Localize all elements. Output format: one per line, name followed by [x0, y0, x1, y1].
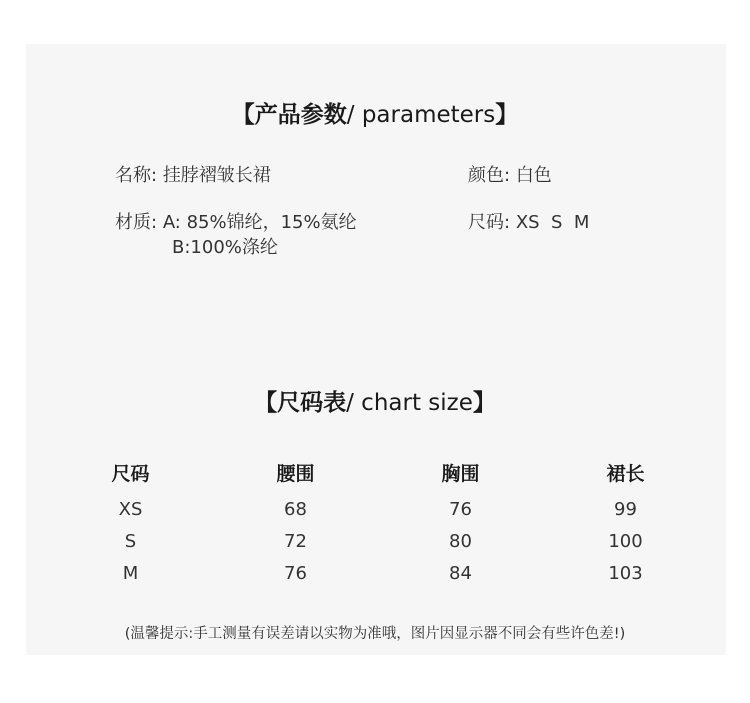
param-color [468, 164, 552, 188]
bust-cell: 84 [449, 562, 472, 584]
param-size [468, 211, 589, 235]
waist-cell: 68 [284, 498, 307, 520]
size-table [48, 455, 708, 589]
size-cell: M [122, 562, 139, 584]
param-name [115, 164, 271, 188]
heading-cn: 产品参数 [254, 102, 347, 128]
waist-cell: 76 [284, 562, 307, 584]
length-cell: 103 [608, 562, 643, 584]
param-size-value: XS S M [515, 212, 590, 233]
measurement-note: (温馨提示:手工测量有误差请以实物为准哦，图片因显示器不同会有些许色差!) [124, 626, 626, 642]
param-size-label: 尺码: [468, 212, 511, 233]
table-row [48, 525, 708, 557]
size-chart-heading [0, 384, 750, 417]
size-table-header: 裙长 [606, 462, 645, 485]
size-cell: S [124, 530, 137, 552]
param-name-value: 挂脖褶皱长裙 [162, 165, 271, 186]
length-cell: 99 [614, 498, 637, 520]
param-color-value: 白色 [515, 165, 552, 186]
table-row [48, 493, 708, 525]
param-material-label: 材质: [115, 212, 158, 233]
heading-bracket-open: 【 [231, 102, 255, 128]
size-table-header: 胸围 [441, 462, 480, 485]
param-name-label: 名称: [115, 165, 158, 186]
size-heading-bracket-close: 】 [472, 390, 496, 416]
size-table-header: 腰围 [276, 462, 315, 485]
waist-cell: 72 [284, 530, 307, 552]
param-material [115, 211, 357, 235]
parameters-heading [0, 96, 750, 129]
bust-cell: 80 [449, 530, 472, 552]
param-material-value-b: B:100%涤纶 [172, 237, 278, 258]
param-material-line2 [172, 236, 278, 260]
size-heading-cn: 尺码表 [277, 390, 347, 416]
bust-cell: 76 [449, 498, 472, 520]
size-cell: XS [118, 498, 143, 520]
param-material-value-a: A: 85%锦纶，15%氨纶 [162, 212, 357, 233]
size-table-header: 尺码 [111, 462, 150, 485]
param-color-label: 颜色: [468, 165, 511, 186]
heading-en: / parameters [346, 102, 496, 128]
length-cell: 100 [608, 530, 643, 552]
size-heading-en: / chart size [346, 390, 473, 416]
size-heading-bracket-open: 【 [254, 390, 278, 416]
table-row [48, 557, 708, 589]
heading-bracket-close: 】 [495, 102, 519, 128]
size-table-header-row [48, 455, 708, 493]
